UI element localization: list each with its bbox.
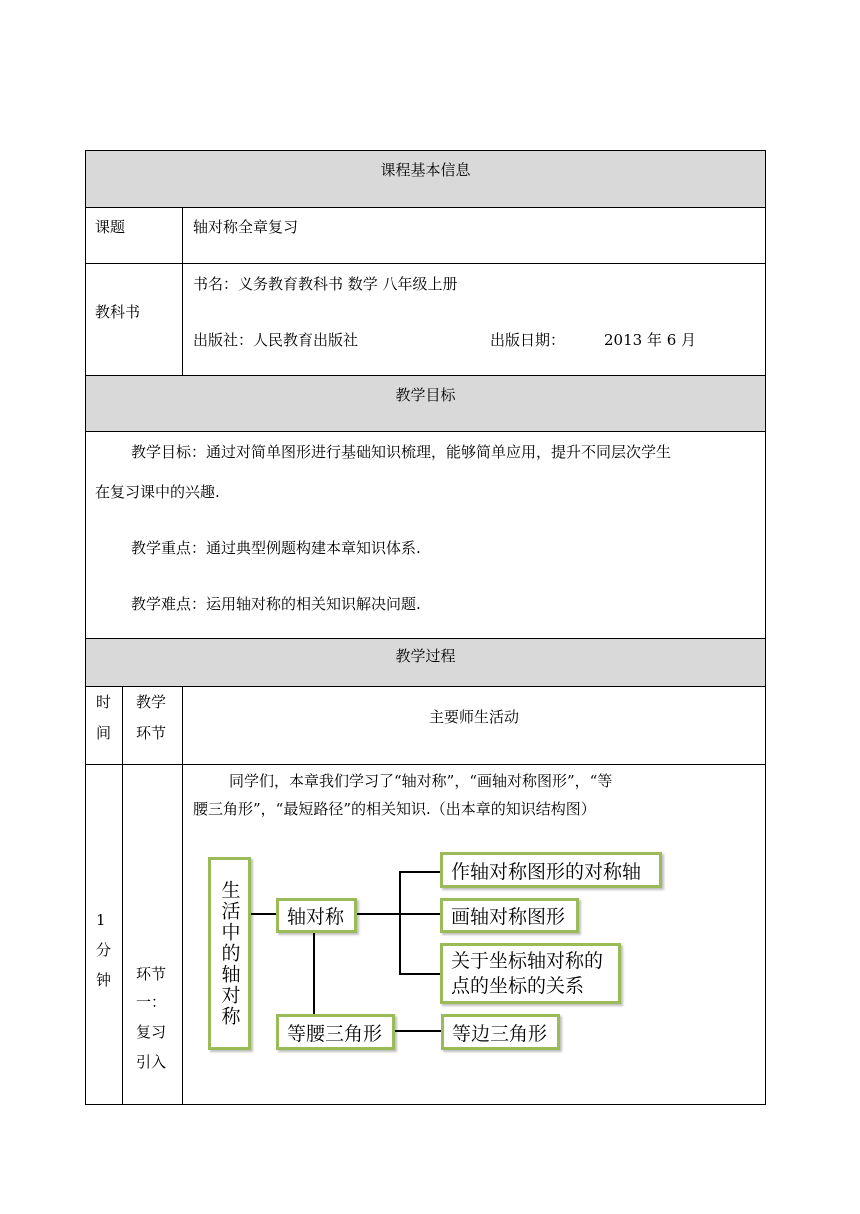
branch-node-symmetry-axis bbox=[440, 852, 662, 888]
branch-label: 作轴对称图形的对称轴 bbox=[451, 860, 642, 883]
topic-value: 轴对称全章复习 bbox=[193, 218, 299, 236]
connector bbox=[399, 871, 401, 975]
equilateral-node bbox=[441, 1014, 560, 1050]
root-node-label: 生活中的轴对称 bbox=[218, 880, 241, 1027]
divider bbox=[85, 686, 766, 687]
connector bbox=[399, 973, 440, 975]
row-step-4: 引入 bbox=[136, 1053, 167, 1071]
section-title-process: 教学过程 bbox=[395, 647, 456, 665]
col-activity: 主要师生活动 bbox=[428, 708, 519, 726]
isosceles-label: 等腰三角形 bbox=[287, 1022, 383, 1045]
section-title-goals: 教学目标 bbox=[395, 386, 456, 404]
branch-node-coordinates bbox=[440, 943, 621, 1004]
branch-label-line1: 关于坐标轴对称的 bbox=[451, 949, 604, 972]
connector bbox=[399, 871, 440, 873]
branch-node-draw-symmetric bbox=[440, 898, 579, 933]
divider bbox=[85, 764, 766, 765]
section-title-basic-info: 课程基本信息 bbox=[380, 161, 471, 179]
row-time-1: 1 bbox=[96, 911, 106, 929]
book-name: 书名：义务教育教科书 数学 八年级上册 bbox=[193, 275, 458, 293]
goal-line-1: 教学目标：通过对简单图形进行基础知识梳理，能够简单应用，提升不同层次学生 bbox=[131, 443, 672, 461]
row-step-2: 一： bbox=[136, 993, 167, 1011]
connector bbox=[313, 932, 315, 1018]
divider bbox=[85, 431, 766, 432]
connector bbox=[251, 913, 277, 915]
activity-line-2: 腰三角形”，“最短路径”的相关知识.（出本章的知识结构图） bbox=[193, 800, 596, 818]
connector bbox=[356, 913, 400, 915]
root-node bbox=[208, 857, 251, 1050]
row-step-1: 环节 bbox=[136, 965, 167, 983]
divider bbox=[85, 263, 766, 264]
branch-label: 画轴对称图形 bbox=[451, 906, 566, 928]
difficulty: 教学难点：运用轴对称的相关知识解决问题. bbox=[131, 595, 421, 613]
key-point: 教学重点：通过典型例题构建本章知识体系. bbox=[131, 539, 421, 557]
row-step-3: 复习 bbox=[136, 1023, 167, 1041]
pub-date-label: 出版日期： bbox=[490, 331, 566, 349]
col-time-2: 间 bbox=[96, 724, 112, 742]
row-time-3: 钟 bbox=[96, 971, 112, 989]
connector bbox=[394, 1030, 442, 1032]
textbook-label: 教科书 bbox=[95, 303, 141, 321]
goal-line-2: 在复习课中的兴趣. bbox=[95, 483, 220, 501]
topic-label: 课题 bbox=[95, 218, 126, 236]
divider bbox=[182, 686, 183, 1105]
pub-date-value: 2013 年 6 月 bbox=[604, 331, 697, 349]
divider bbox=[122, 686, 123, 1105]
axis-symmetry-label: 轴对称 bbox=[287, 906, 345, 928]
divider bbox=[85, 207, 766, 208]
row-time-2: 分 bbox=[96, 941, 112, 959]
col-step-2: 环节 bbox=[136, 724, 167, 742]
branch-label-block bbox=[451, 949, 603, 999]
col-step-1: 教学 bbox=[136, 693, 167, 711]
connector bbox=[399, 913, 440, 915]
activity-line-1: 同学们，本章我们学习了“轴对称”，“画轴对称图形”，“等 bbox=[229, 772, 613, 790]
isosceles-node bbox=[276, 1014, 395, 1050]
axis-symmetry-node bbox=[276, 898, 357, 933]
divider bbox=[182, 207, 183, 375]
equilateral-label: 等边三角形 bbox=[452, 1022, 548, 1045]
publisher: 出版社：人民教育出版社 bbox=[193, 331, 359, 349]
col-time-1: 时 bbox=[96, 693, 112, 711]
branch-label-line2: 点的坐标的关系 bbox=[451, 974, 585, 997]
